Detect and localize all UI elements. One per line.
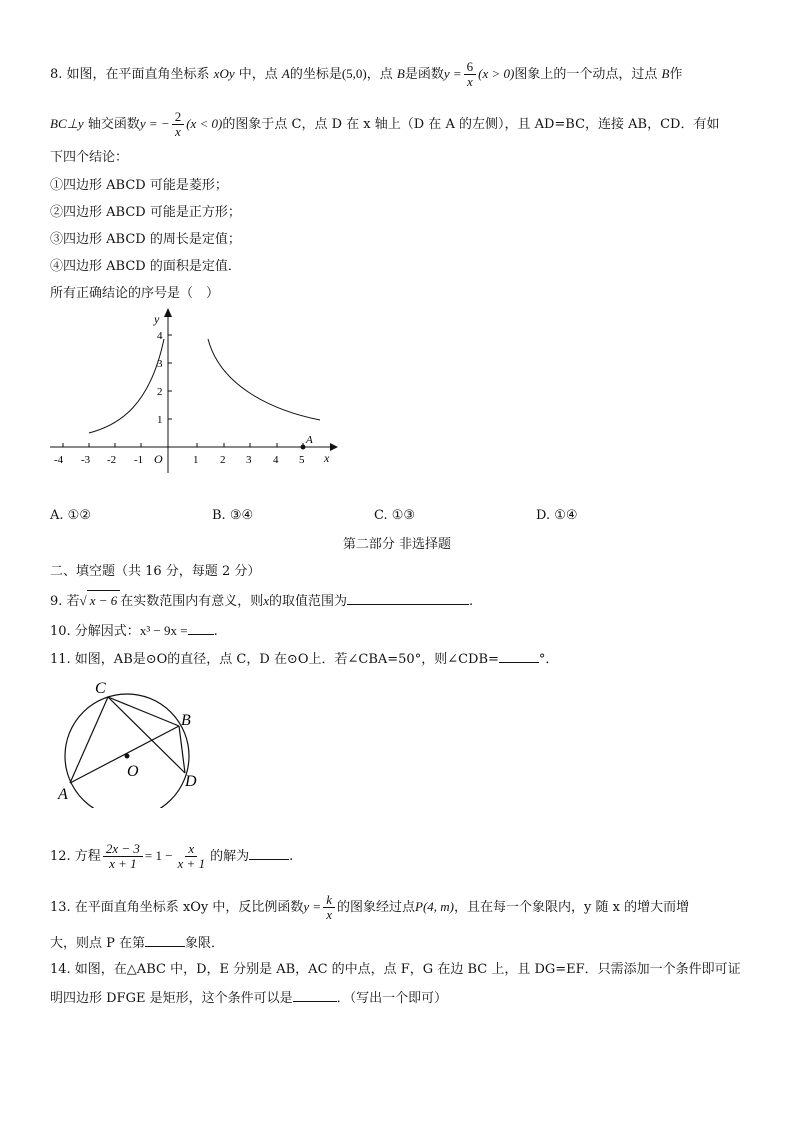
label-b: B [181, 712, 191, 729]
q8-question: 所有正确结论的序号是（ ） [50, 286, 220, 301]
q13-answer-blank[interactable] [145, 932, 185, 947]
q13-line2: 大，则点 P 在第 象限． [50, 932, 224, 954]
q8-line3: 下四个结论： [50, 150, 129, 165]
label-d: D [185, 773, 197, 790]
x-tick-label: 3 [246, 454, 252, 466]
q14-answer-blank[interactable] [293, 987, 337, 1002]
x-tick-label: -4 [54, 454, 64, 466]
part2-title: 第二部分 非选择题 [342, 537, 452, 552]
section-title: 二、填空题（共 16 分，每题 2 分） [50, 564, 261, 579]
q8-graph [40, 305, 350, 480]
chord-ca [70, 697, 108, 783]
q14-line1: 14. 如图，在△ABC 中，D，E 分别是 AB，AC 的中点，点 F，G 在边 BC 上，且 DG=EF．只需添加一个条件即可证 [50, 962, 741, 977]
x-axis-arrow-icon [330, 443, 338, 451]
x-ticks [63, 443, 303, 447]
choice-a[interactable]: A. ①② [50, 508, 91, 523]
label-c: C [95, 680, 106, 697]
choice-b[interactable]: B. ③④ [212, 508, 254, 523]
q9: 9. 若√ x − 6 在实数范围内有意义，则x的取值范围为 . [50, 590, 473, 612]
y-tick-label: 3 [157, 358, 163, 370]
q8-conclusion-4: ④四边形 ABCD 的面积是定值． [50, 259, 241, 274]
origin-label: O [154, 452, 163, 466]
x-tick-label: -3 [81, 454, 91, 466]
point-a [301, 445, 306, 450]
q11-circle-figure [50, 678, 210, 808]
y-ticks [157, 330, 172, 426]
x-tick-label: -1 [134, 454, 144, 466]
center-o-dot [125, 754, 130, 759]
chord-cb [108, 697, 179, 726]
q13-line1: 13. 在平面直角坐标系 xOy 中，反比例函数y = $\frac{k}{x}$ 的图象经过点P(4, m)，且在每一个象限内，y 随 x 的增大而增 [50, 892, 690, 922]
q8-conclusion-1: ①四边形 ABCD 可能是菱形； [50, 178, 228, 193]
x-axis-label: x [324, 451, 330, 465]
x-tick-label: 1 [193, 454, 199, 466]
label-o: O [127, 763, 139, 780]
q12-answer-blank[interactable] [249, 845, 289, 860]
q12: 12. 方程 $\frac{2x - 3}{x + 1}$ = 1 − $\frac{x}{x + 1}$ 的解为 . [50, 841, 294, 871]
y-tick-label: 2 [157, 386, 163, 398]
q14-line2: 明四边形 DFGE 是矩形，这个条件可以是 ．（写出一个即可） [50, 987, 447, 1009]
x-tick-label: 4 [273, 454, 279, 466]
y-tick-label: 4 [157, 330, 163, 342]
y-axis-label: y [154, 312, 160, 326]
q13-fraction-k-over-x: $\frac{k}{x}$ [323, 893, 335, 922]
label-a: A [58, 786, 68, 803]
choice-d[interactable]: D. ①④ [536, 508, 578, 523]
x-tick-label: 5 [299, 454, 305, 466]
q12-fraction-right: $\frac{x}{x + 1}$ [177, 841, 206, 871]
diameter-ab [70, 726, 179, 783]
q9-answer-blank[interactable] [347, 590, 469, 605]
y-tick-label: 1 [157, 414, 163, 426]
x-tick-label: -2 [107, 454, 117, 466]
q12-fraction-left: $\frac{2x - 3}{x + 1}$ [103, 842, 143, 871]
q11-answer-blank[interactable] [499, 648, 539, 663]
q8-fraction-2-over-x: $\frac{2}{x}$ [172, 110, 185, 139]
q8-line1: 8. 如图，在平面直角坐标系 xOy 中，点 A的坐标是(5,0)，点 B是函数y = $\frac{6}{x}$ (x > 0)图象上的一个动点，过点 B作 [50, 59, 683, 89]
q9-radicand: x − 6 [87, 590, 121, 611]
choice-c[interactable]: C. ①③ [374, 508, 416, 523]
q8-fraction-6-over-x: $\frac{6}{x}$ [464, 60, 477, 89]
q10-answer-blank[interactable] [188, 620, 214, 635]
curve-y-6-over-x [208, 339, 320, 420]
point-a-label: A [306, 434, 313, 446]
x-tick-label: 2 [220, 454, 226, 466]
q10: 10. 分解因式：x³ − 9x = . [50, 620, 218, 642]
chord-cd [108, 697, 185, 773]
q11: 11. 如图，AB是⊙O的直径，点 C，D 在⊙O上．若∠CBA=50°，则∠CDB= °． [50, 648, 558, 670]
q8-conclusion-3: ③四边形 ABCD 的周长是定值； [50, 232, 241, 247]
curve-y-neg-2-over-x [89, 339, 164, 433]
y-axis-arrow-icon [164, 308, 172, 317]
q8-line2: BC⊥y 轴交函数y = − $\frac{2}{x}$ (x < 0)的图象于点 C，点 D 在 x 轴上（D 在 A 的左侧），且 AD=BC，连接 AB，CD．有如 [50, 109, 720, 139]
q8-conclusion-2: ②四边形 ABCD 可能是正方形； [50, 205, 241, 220]
